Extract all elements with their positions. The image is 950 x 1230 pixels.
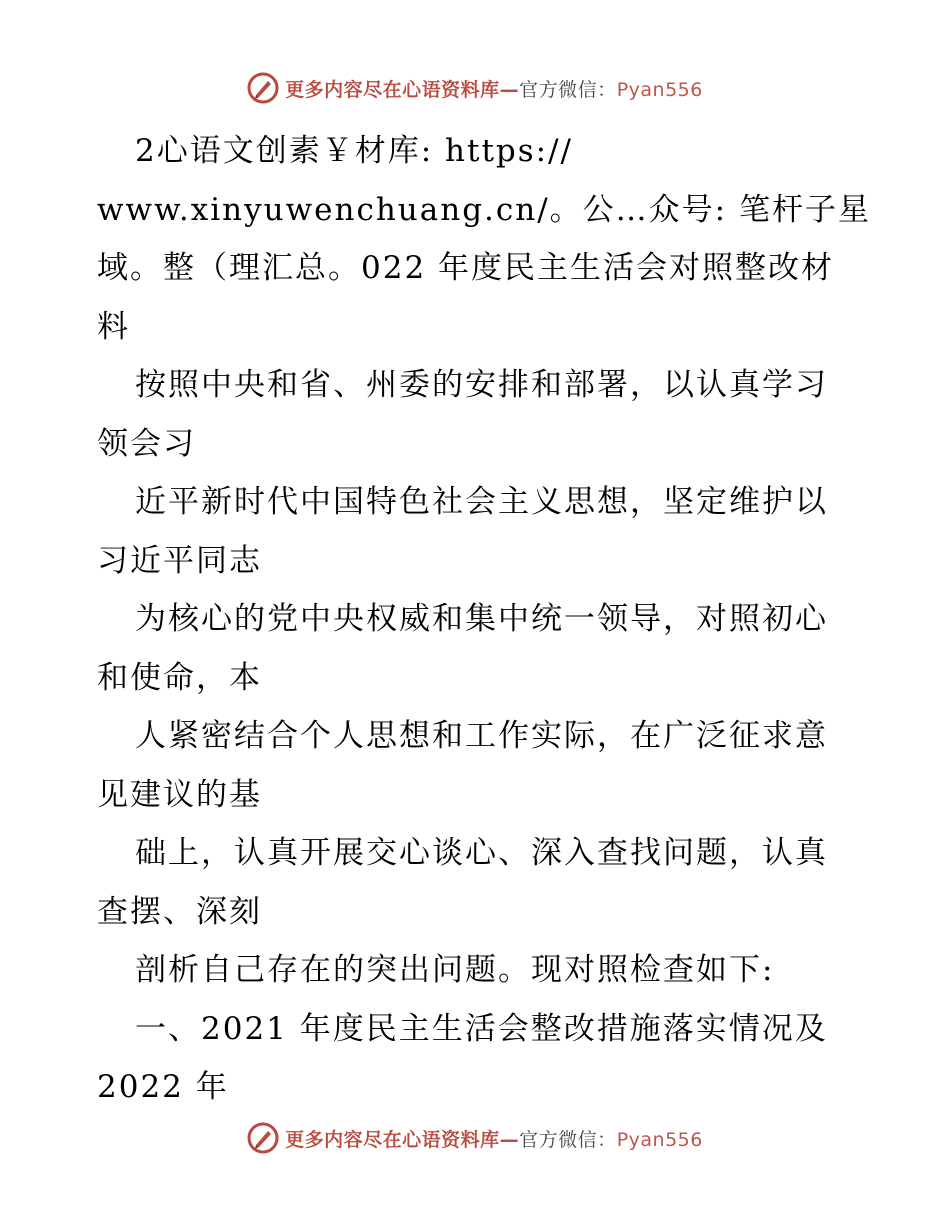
text-line: 2022 年: [97, 1069, 229, 1105]
text-line: 习近平同志: [97, 542, 262, 579]
text-line: 查摆、深刻: [97, 893, 262, 930]
text-line: 为核心的党中央权威和集中统一领导，对照初心: [135, 601, 828, 637]
text-line: 础上，认真开展交心谈心、深入查找问题，认真: [135, 835, 828, 871]
text-line: 2心语文创素￥材库: https://: [135, 133, 573, 169]
text-line: 剖析自己存在的突出问题。现对照检查如下:: [135, 952, 775, 988]
banner-wechat-label: 官方微信：: [519, 78, 617, 101]
banner-main-text: 更多内容尽在心语资料库: [285, 78, 500, 101]
text-line: 人紧密结合个人思想和工作实际，在广泛征求意: [135, 718, 828, 754]
text-line: 领会习: [97, 425, 196, 462]
banner-wechat-id: Pyan556: [616, 1128, 703, 1151]
banner-text: [285, 75, 703, 102]
text-line: 料: [97, 308, 130, 345]
text-line: 和使命，本: [97, 659, 262, 696]
banner-text: [285, 1125, 703, 1152]
text-line: www.xinyuwenchuang.cn/。公…众号: 笔杆子星: [97, 191, 871, 228]
text-line: 按照中央和省、州委的安排和部署，以认真学习: [135, 367, 828, 403]
footer-banner: [0, 1122, 950, 1154]
banner-wechat-id: Pyan556: [616, 78, 703, 101]
banner-separator: —: [499, 78, 520, 101]
text-line: 域。整（理汇总。022 年度民主生活会对照整改材: [97, 250, 835, 286]
text-line: 见建议的基: [97, 776, 262, 813]
text-line: 近平新时代中国特色社会主义思想，坚定维护以: [135, 484, 828, 520]
header-banner: [0, 72, 950, 104]
banner-main-text: 更多内容尽在心语资料库: [285, 1128, 500, 1151]
banner-wechat-label: 官方微信：: [519, 1128, 617, 1151]
banner-separator: —: [499, 1128, 520, 1151]
pen-logo-icon: [247, 1122, 279, 1154]
text-line: 一、2021 年度民主生活会整改措施落实情况及: [135, 1010, 828, 1047]
pen-logo-icon: [247, 72, 279, 104]
document-body: [97, 122, 871, 1117]
